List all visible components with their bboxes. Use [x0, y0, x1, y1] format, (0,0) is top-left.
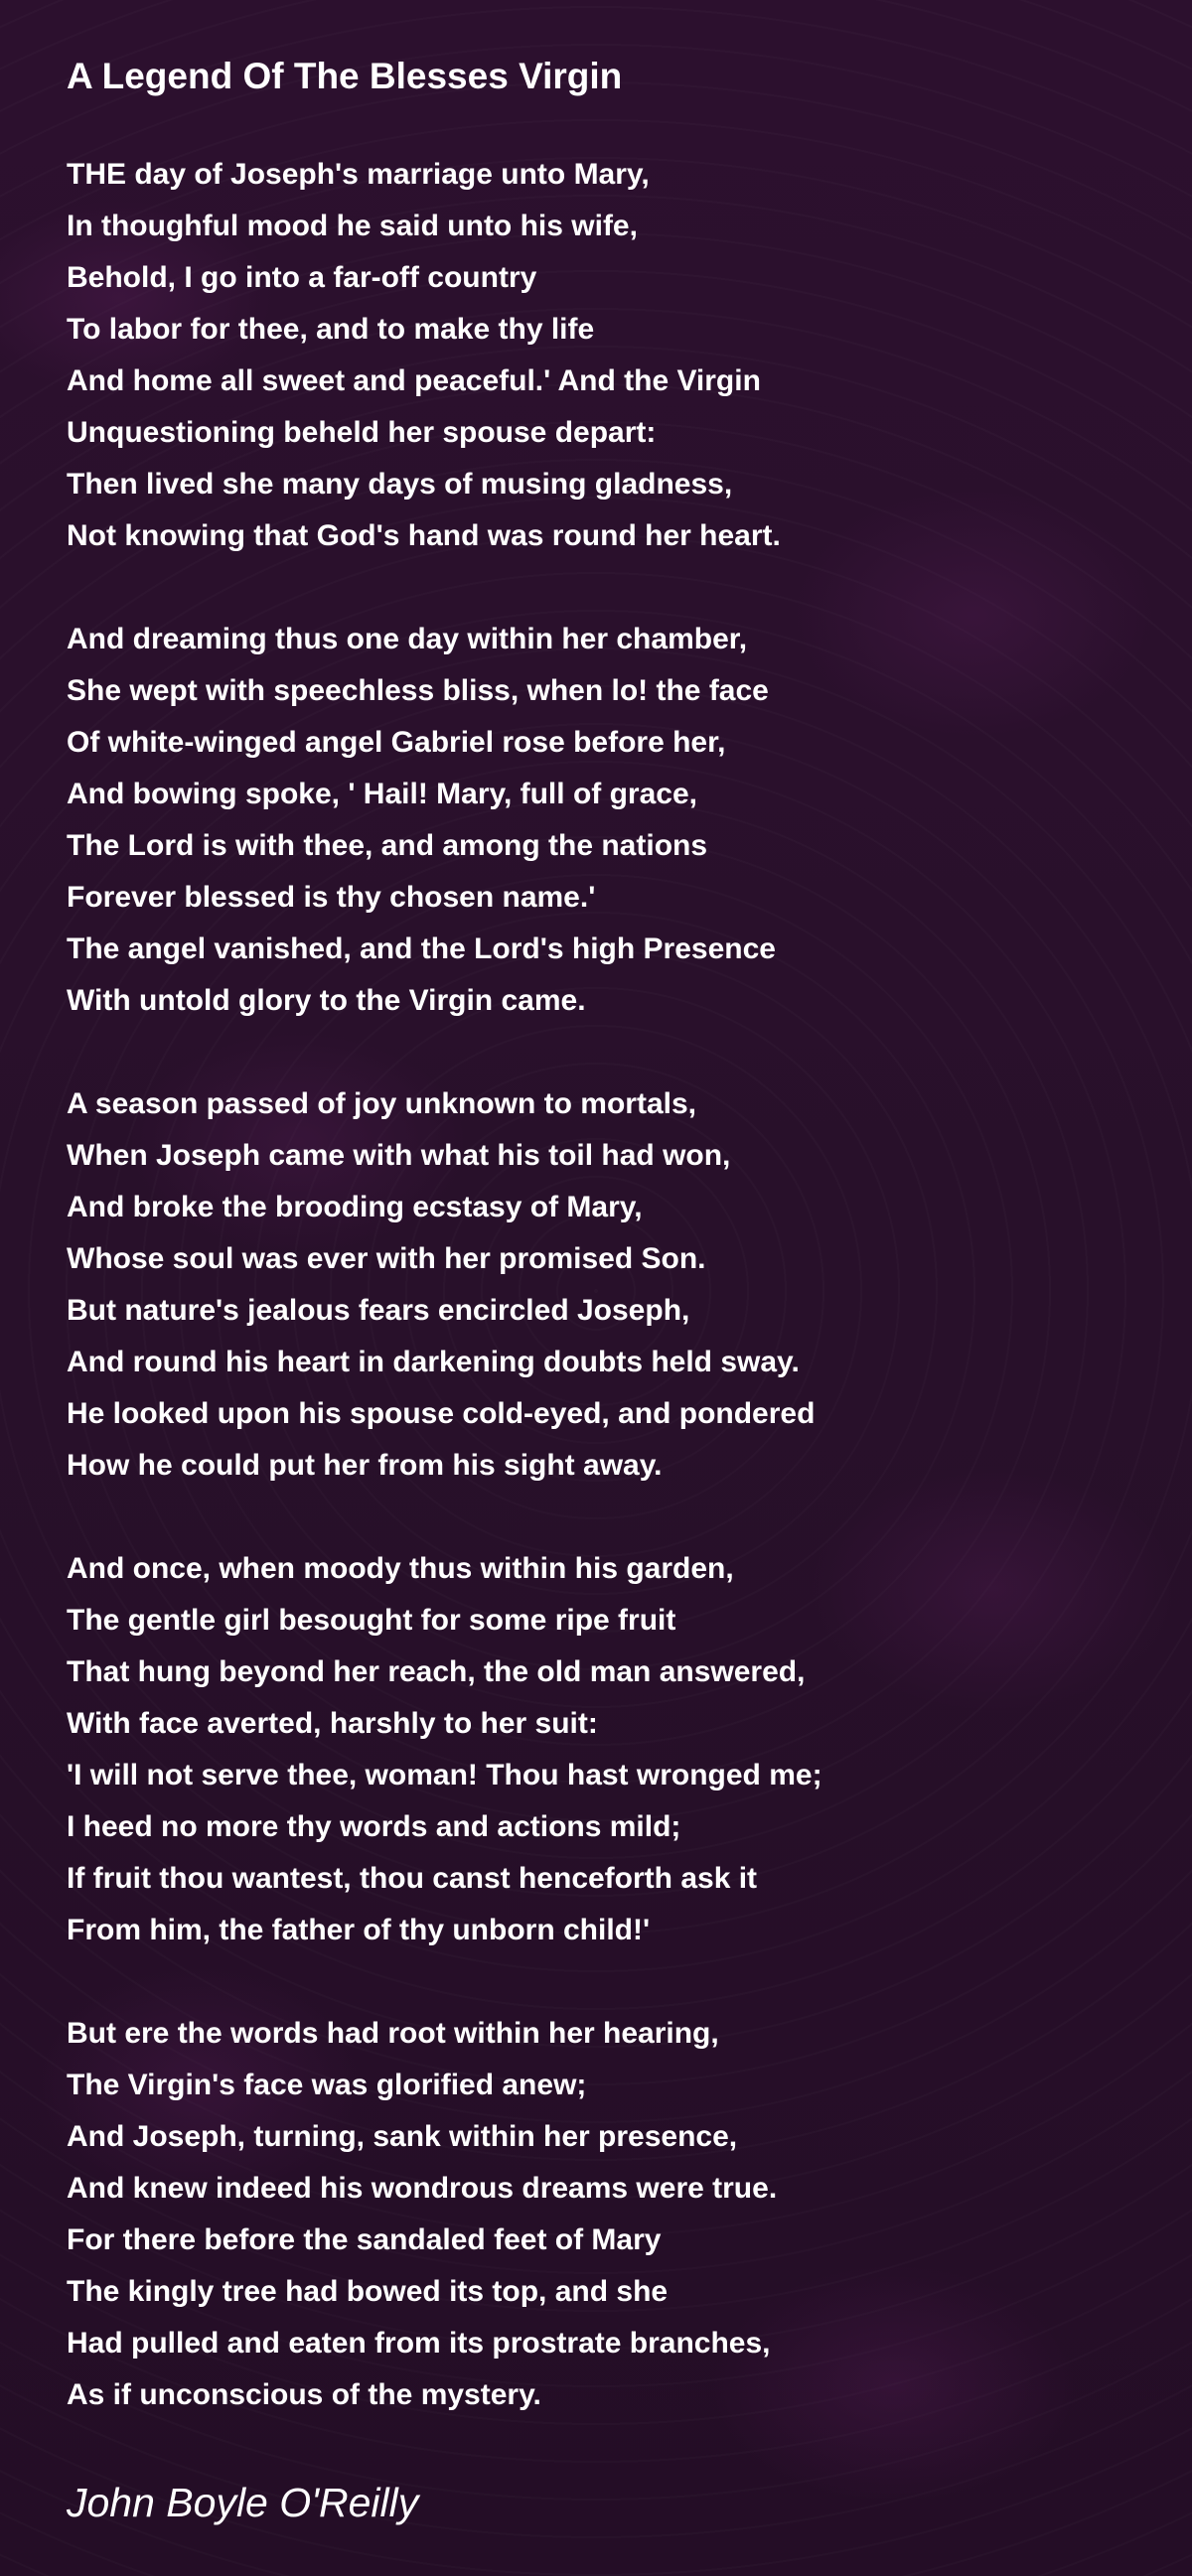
- poem-line: But ere the words had root within her hearing,: [67, 2017, 719, 2050]
- poem-line: With untold glory to the Virgin came.: [67, 984, 586, 1017]
- poem-line: With face averted, harshly to her suit:: [67, 1707, 598, 1740]
- stanza: [67, 1078, 1159, 1492]
- poem-line: The Lord is with thee, and among the nations: [67, 829, 708, 862]
- poem-line: Unquestioning beheld her spouse depart:: [67, 416, 657, 449]
- poem-line: From him, the father of thy unborn child!': [67, 1914, 651, 1946]
- poem-line: How he could put her from his sight away.: [67, 1449, 663, 1482]
- poem-title: A Legend Of The Blesses Virgin: [67, 56, 623, 96]
- poem-line: That hung beyond her reach, the old man answered,: [67, 1655, 806, 1688]
- poem-line: For there before the sandaled feet of Mary: [67, 2223, 662, 2256]
- poem-line: And round his heart in darkening doubts held sway.: [67, 1346, 800, 1378]
- poem-line: And knew indeed his wondrous dreams were true.: [67, 2172, 778, 2205]
- poem-line: But nature's jealous fears encircled Joseph,: [67, 1294, 690, 1327]
- poem-line: When Joseph came with what his toil had won,: [67, 1139, 731, 1172]
- stanza: [67, 149, 1159, 562]
- poem-line: As if unconscious of the mystery.: [67, 2378, 541, 2411]
- poem-line: Not knowing that God's hand was round her heart.: [67, 519, 781, 552]
- poem-body: [67, 149, 1159, 2473]
- poem-line: In thoughful mood he said unto his wife,: [67, 210, 638, 242]
- poem-author: John Boyle O'Reilly: [67, 2480, 419, 2525]
- poem-line: She wept with speechless bliss, when lo! the face: [67, 674, 769, 707]
- poem-line: And broke the brooding ecstasy of Mary,: [67, 1191, 643, 1223]
- poem-line: I heed no more thy words and actions mild;: [67, 1810, 681, 1843]
- poem-line: Had pulled and eaten from its prostrate branches,: [67, 2327, 771, 2360]
- stanza: [67, 614, 1159, 1027]
- poem-line: And home all sweet and peaceful.' And the Virgin: [67, 364, 761, 397]
- poem-line: Of white-winged angel Gabriel rose before her,: [67, 726, 726, 759]
- poem-line: And dreaming thus one day within her chamber,: [67, 623, 748, 655]
- poem-line: 'I will not serve thee, woman! Thou hast wronged me;: [67, 1759, 822, 1791]
- poem-line: The angel vanished, and the Lord's high Presence: [67, 932, 776, 965]
- poem-line: And bowing spoke, ' Hail! Mary, full of grace,: [67, 778, 697, 810]
- poem-line: Behold, I go into a far-off country: [67, 261, 537, 294]
- poem-line: If fruit thou wantest, thou canst henceforth ask it: [67, 1862, 758, 1895]
- poem-line: A season passed of joy unknown to mortals,: [67, 1087, 696, 1120]
- poem-line: The Virgin's face was glorified anew;: [67, 2069, 587, 2101]
- poem-line: And once, when moody thus within his garden,: [67, 1552, 734, 1585]
- poem-line: Then lived she many days of musing gladness,: [67, 468, 733, 501]
- poem-line: The gentle girl besought for some ripe fruit: [67, 1604, 676, 1637]
- poem-line: And Joseph, turning, sank within her presence,: [67, 2120, 738, 2153]
- stanza: [67, 1543, 1159, 1956]
- poem-line: Forever blessed is thy chosen name.': [67, 881, 596, 914]
- stanza: [67, 2008, 1159, 2421]
- poem-line: To labor for thee, and to make thy life: [67, 313, 595, 346]
- poem-line: The kingly tree had bowed its top, and she: [67, 2275, 669, 2308]
- poem-line: THE day of Joseph's marriage unto Mary,: [67, 158, 650, 191]
- poem-line: He looked upon his spouse cold-eyed, and pondered: [67, 1397, 816, 1430]
- poem-line: Whose soul was ever with her promised Son.: [67, 1242, 706, 1275]
